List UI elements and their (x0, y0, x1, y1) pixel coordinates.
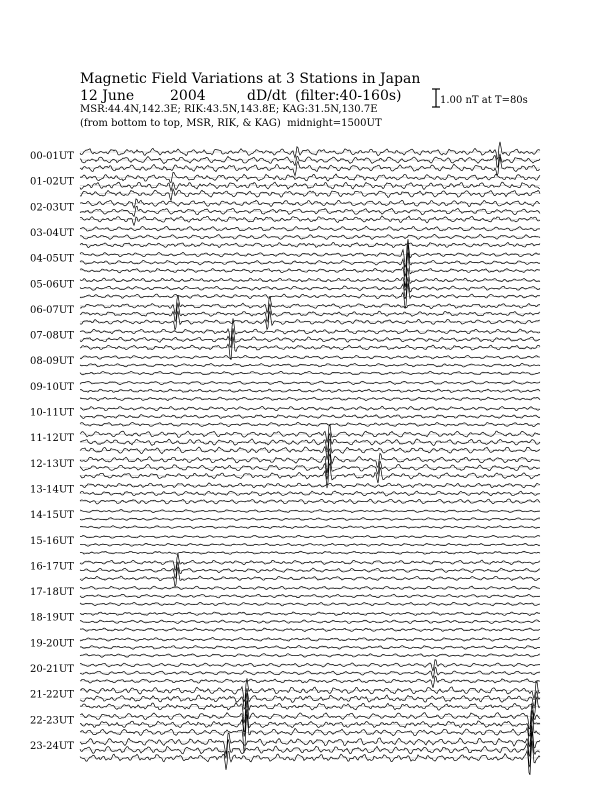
station-trace-msr (80, 660, 540, 672)
stations-line: MSR:44.4N,142.3E; RIK:43.5N,143.8E; KAG:31.5N,130.7E (80, 104, 378, 115)
hour-row-label: 12-13UT (30, 458, 74, 470)
station-trace-rik (80, 154, 540, 167)
hour-row-label: 09-10UT (30, 381, 74, 393)
hour-row-label: 07-08UT (30, 330, 74, 342)
hour-row-label: 04-05UT (30, 253, 74, 265)
hour-row-label: 17-18UT (30, 587, 74, 599)
station-trace-rik (80, 433, 540, 452)
hour-row-label: 02-03UT (30, 202, 74, 214)
year-text: 2004 (170, 88, 206, 104)
date-text: 12 June (80, 88, 135, 104)
station-trace-rik (80, 562, 540, 579)
hour-row-label: 20-21UT (30, 664, 74, 675)
station-trace-rik (80, 667, 540, 678)
midnight-note: midnight=1500UT (287, 118, 382, 129)
station-trace-kag (80, 189, 540, 200)
station-trace-kag (80, 676, 540, 688)
hour-row-label: 14-15UT (30, 510, 74, 522)
station-trace-msr (80, 226, 540, 231)
station-trace-msr (80, 425, 540, 443)
station-trace-msr (80, 295, 540, 315)
station-trace-kag (80, 157, 540, 176)
hour-row-label: 00-01UT (30, 151, 74, 162)
hour-row-label: 08-09UT (30, 356, 74, 368)
hour-row-label: 01-02UT (30, 176, 74, 188)
station-trace-kag (80, 216, 540, 225)
chart-title: Magnetic Field Variations at 3 Stations in Japan (80, 71, 421, 87)
hour-row-label: 03-04UT (30, 227, 74, 239)
hour-row-label: 13-14UT (30, 484, 74, 496)
hour-row-label: 18-19UT (30, 612, 74, 624)
hour-row-label: 19-20UT (30, 638, 74, 650)
scale-label: 1.00 nT at T=80s (440, 95, 528, 106)
quantity-text: dD/dt (247, 88, 287, 104)
station-trace-rik (80, 731, 540, 767)
station-trace-kag (80, 693, 540, 723)
hour-row-label: 21-22UT (30, 689, 74, 701)
hour-row-label: 11-12UT (30, 433, 74, 445)
station-trace-rik (80, 245, 540, 276)
hour-row-label: 10-11UT (30, 407, 74, 419)
hour-row-label: 16-17UT (30, 561, 74, 573)
hour-row-label: 23-24UT (30, 740, 74, 752)
hour-row-label: 22-23UT (30, 715, 74, 727)
station-order-note: (from bottom to top, MSR, RIK, & KAG) (80, 118, 281, 129)
station-trace-rik (80, 182, 540, 191)
hour-row-label: 06-07UT (30, 304, 74, 316)
hour-row-label: 05-06UT (30, 279, 74, 291)
hour-row-label: 15-16UT (30, 535, 74, 547)
station-trace-msr (80, 142, 540, 159)
filter-text: (filter:40-160s) (295, 88, 402, 104)
